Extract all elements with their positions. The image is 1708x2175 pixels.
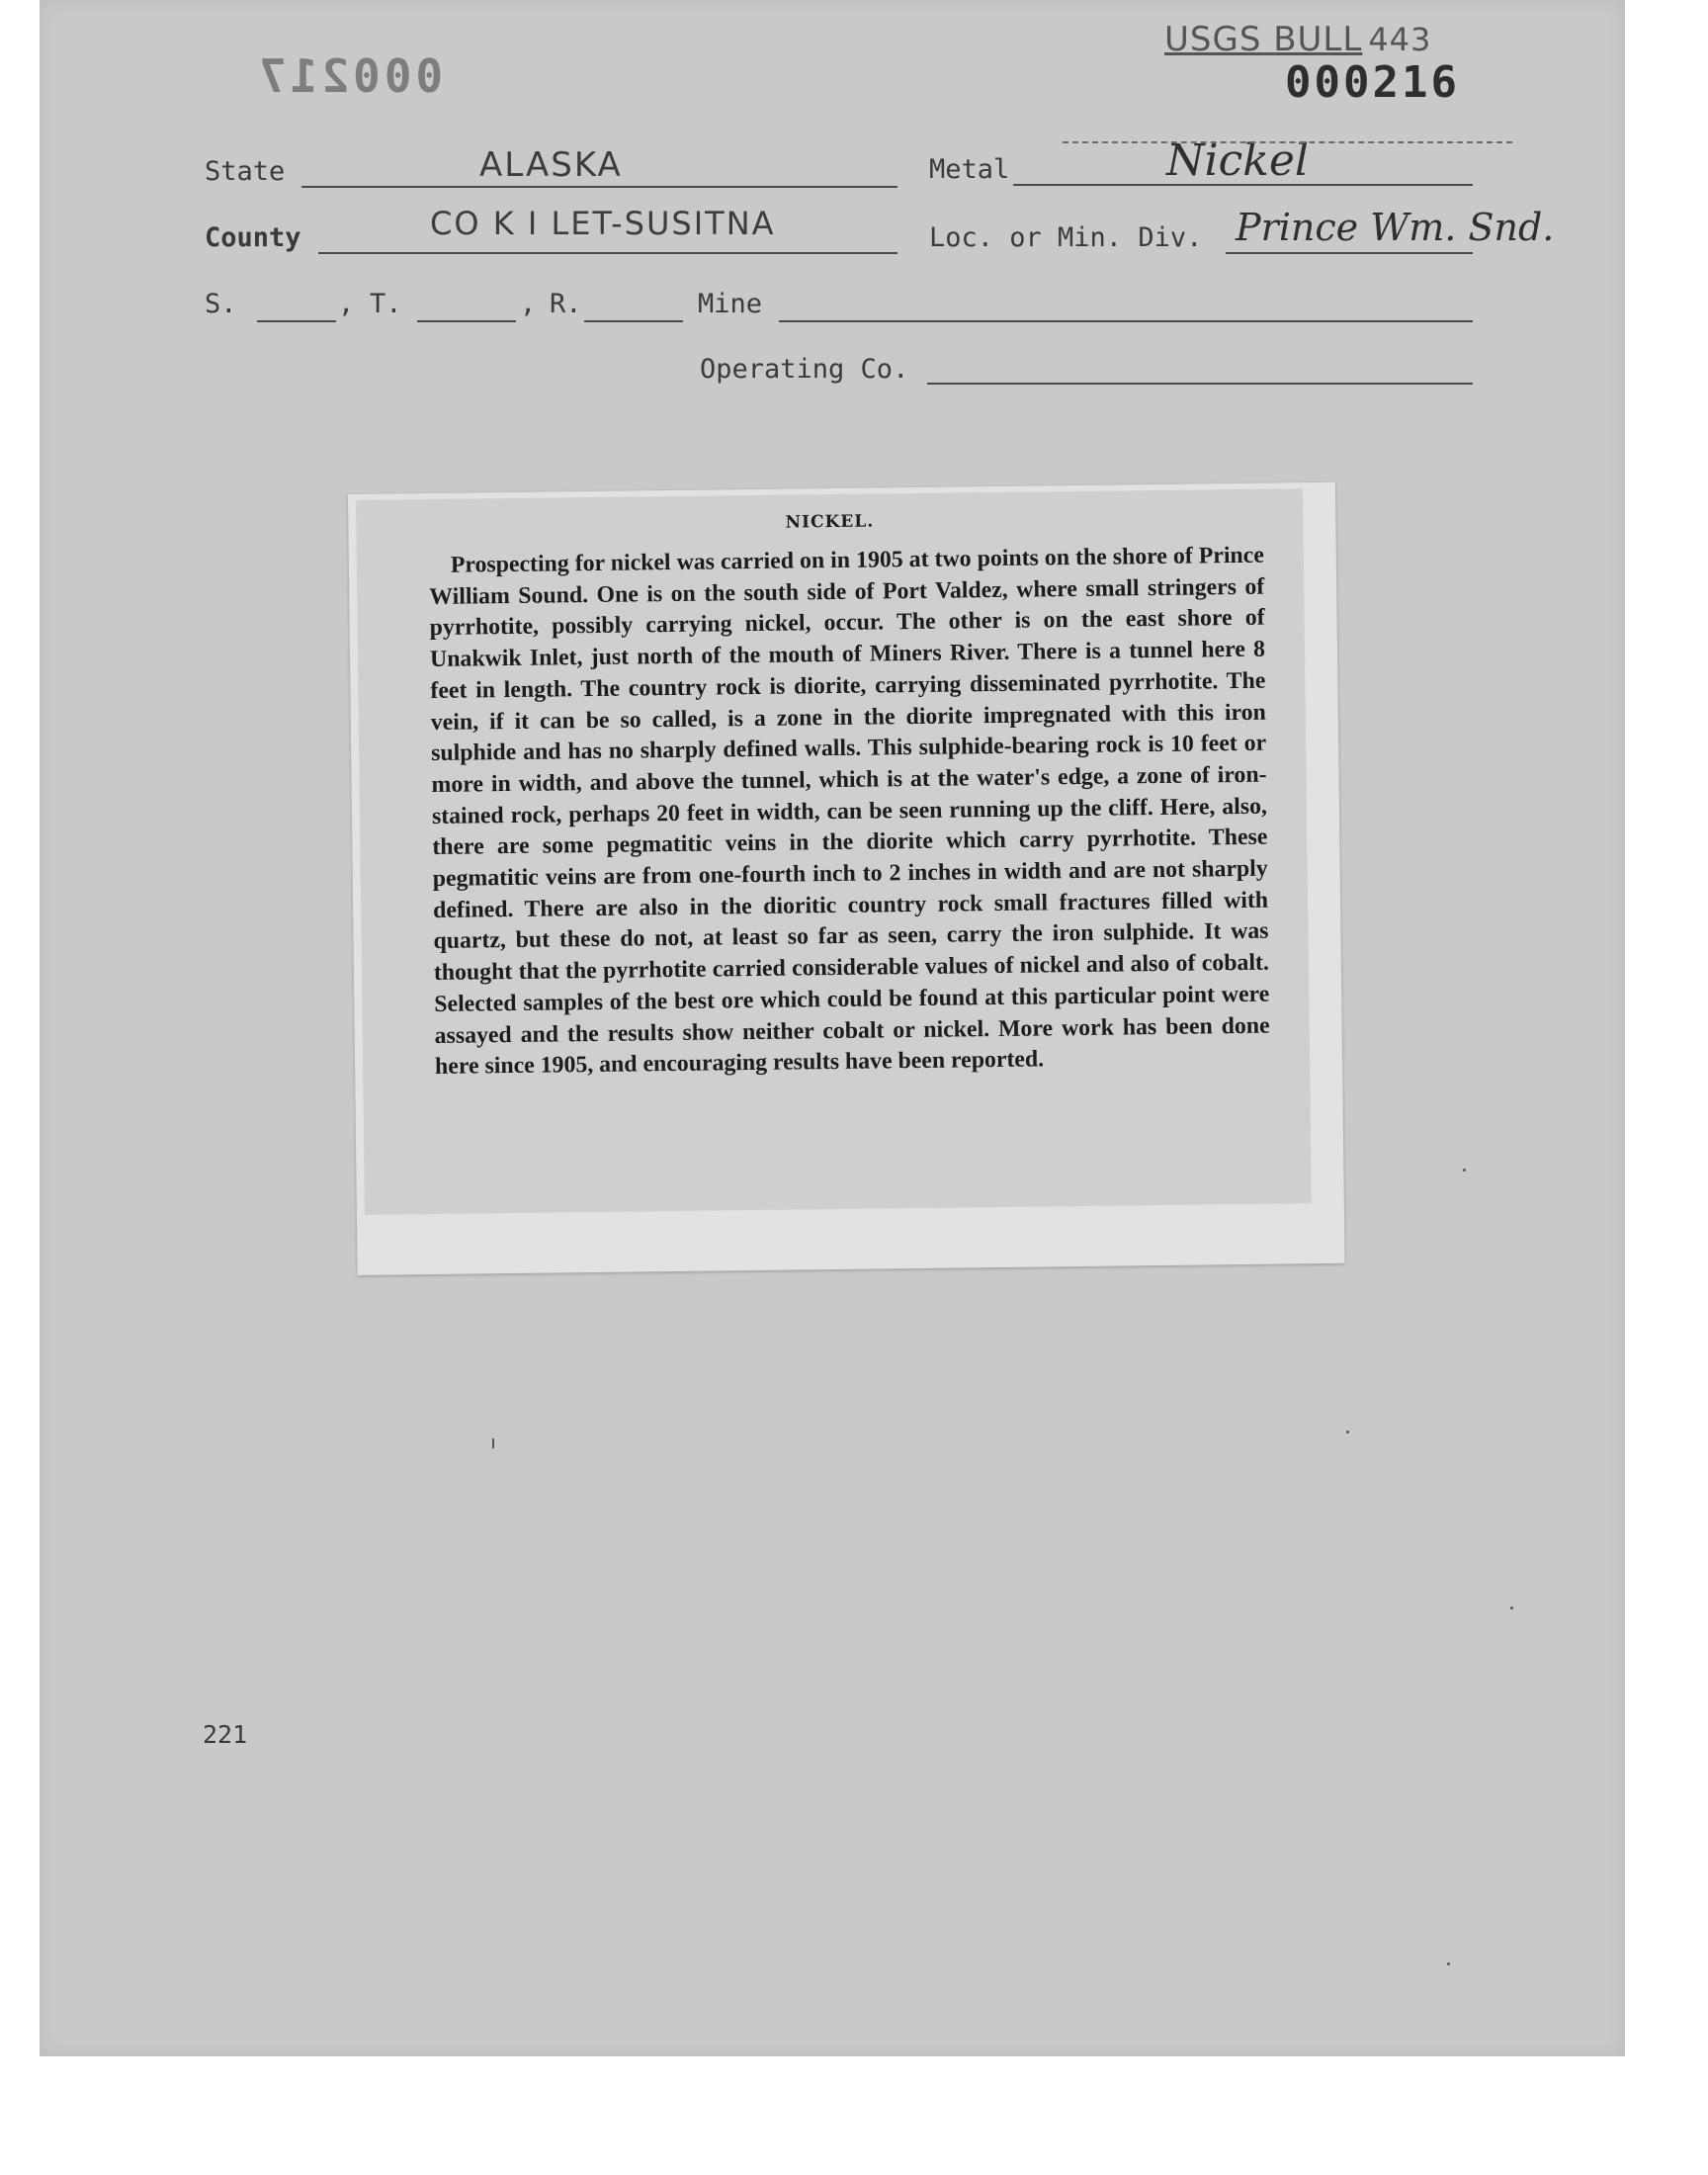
- state-value: ALASKA: [479, 145, 623, 185]
- district-value: Prince Wm. Snd.: [1236, 206, 1555, 249]
- township-comma: ,: [520, 289, 537, 319]
- record-number: 000216: [1285, 57, 1460, 108]
- operating-line: [927, 383, 1473, 385]
- county-value: CO K I LET-SUSITNA: [430, 205, 776, 242]
- range-label: R.: [550, 289, 582, 319]
- mine-line: [779, 320, 1473, 322]
- section-label: S.: [205, 289, 237, 319]
- metal-strike-line: [1063, 141, 1512, 143]
- state-label: State: [205, 156, 286, 187]
- metal-value: Nickel: [1166, 135, 1309, 186]
- page-number: 221: [203, 1720, 248, 1749]
- operating-label: Operating Co.: [700, 354, 909, 385]
- metal-line: [1013, 184, 1473, 186]
- section-comma: ,: [338, 289, 355, 319]
- clipping-print-area: [356, 488, 1312, 1215]
- scan-speck: [1447, 1962, 1450, 1965]
- article-title: NICKEL.: [785, 511, 875, 533]
- mine-label: Mine: [698, 289, 763, 319]
- scan-speck: [1463, 1169, 1466, 1172]
- district-label: Loc. or Min. Div.: [929, 222, 1203, 253]
- scan-speck: [1346, 1431, 1349, 1434]
- scan-speck: [492, 1438, 494, 1448]
- collection-number: 443: [1368, 21, 1432, 58]
- state-line: [301, 186, 897, 188]
- collection-stamp: [1164, 20, 1431, 59]
- county-line: [318, 252, 897, 254]
- county-label: County: [205, 222, 301, 253]
- pasted-clipping: [348, 482, 1345, 1275]
- section-line: [257, 320, 336, 322]
- mirrored-stamp-number: 000217: [255, 49, 444, 103]
- district-line: [1226, 252, 1473, 254]
- collection-title: USGS BULL: [1164, 20, 1363, 59]
- article-body: Prospecting for nickel was carried on in 1905 at two points on the shore of Prince William Sound. One is on the south side of Port Valdez, where small stringers of pyrrhotite, possibly carrying nickel, occur. The other is on the east shore of Unakwik Inlet, just north of the mouth of Miners River. There is a tunnel here 8 feet in length. The country rock is diorite, carrying disseminated pyrrhotite. The vein, if it can be so called, is a zone in the diorite impregnated with this iron sulphide and has no sharply defined walls. This sulphide-bearing rock is 10 feet or more in width, and above the tunnel, which is at the water's edge, a zone of iron-stained rock, perhaps 20 feet in width, can be seen running up the cliff. Here, also, there are some pegmatitic veins in the diorite which carry pyrrhotite. These pegmatitic veins are from one-fourth inch to 2 inches in width and are not sharply defined. There are also in the dioritic country rock small fractures filled with quartz, but these do not, at least so far as seen, carry the iron sulphide. It was thought that the pyrrhotite carried considerable values of nickel and also of cobalt. Selected samples of the best ore which could be found at this particular point were assayed and the results show neither cobalt or nickel. More work has been done here since 1905, and encouraging results have been reported.: [429, 542, 1270, 1081]
- township-line: [417, 320, 516, 322]
- township-label: T.: [370, 289, 402, 319]
- metal-label: Metal: [929, 154, 1010, 185]
- range-line: [584, 320, 683, 322]
- scan-speck: [1510, 1607, 1513, 1610]
